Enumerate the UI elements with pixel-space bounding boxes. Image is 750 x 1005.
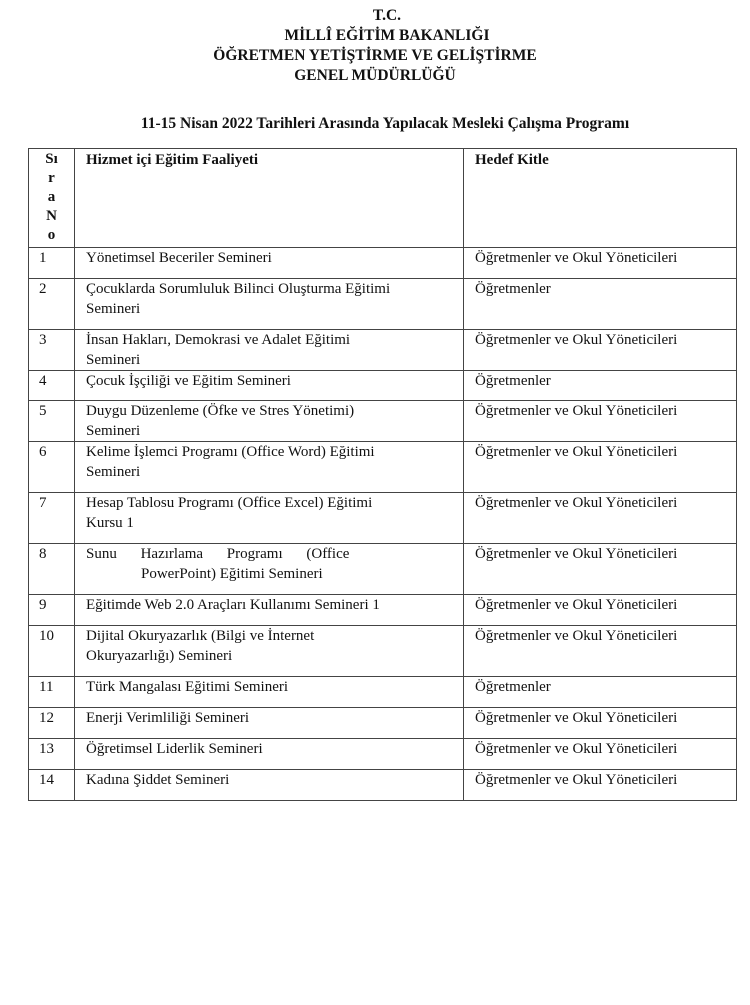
- row-number: 8: [29, 544, 75, 595]
- row-number: 3: [29, 330, 75, 371]
- row-number: 12: [29, 708, 75, 739]
- activity-line: Türk Mangalası Eğitimi Semineri: [86, 679, 289, 695]
- row-number: 13: [29, 739, 75, 770]
- row-number: 10: [29, 626, 75, 677]
- table-row: [29, 248, 737, 279]
- row-number: 7: [29, 493, 75, 544]
- table-row: [29, 330, 737, 371]
- activity-line: Sunu Hazırlama Programı (Office: [86, 546, 350, 562]
- sira-letter: N: [46, 208, 57, 224]
- row-number: 1: [29, 248, 75, 279]
- row-activity: [75, 626, 464, 677]
- row-activity: [75, 442, 464, 493]
- row-number: 11: [29, 677, 75, 708]
- document-title: 11-15 Nisan 2022 Tarihleri Arasında Yapılacak Mesleki Çalışma Programı: [140, 115, 630, 132]
- header-country: T.C.: [372, 7, 402, 24]
- row-activity: [75, 330, 464, 371]
- table-row: [29, 626, 737, 677]
- column-header-activity: Hizmet içi Eğitim Faaliyeti: [75, 149, 464, 248]
- row-audience: Öğretmenler ve Okul Yöneticileri: [464, 544, 737, 595]
- sira-letter: o: [47, 227, 56, 243]
- row-activity: [75, 544, 464, 595]
- row-number: 4: [29, 371, 75, 401]
- activity-line: Hesap Tablosu Programı (Office Excel) Eğitimi: [86, 495, 373, 511]
- row-audience: Öğretmenler ve Okul Yöneticileri: [464, 493, 737, 544]
- row-audience: Öğretmenler ve Okul Yöneticileri: [464, 770, 737, 801]
- table-row: [29, 739, 737, 770]
- row-activity: [75, 279, 464, 330]
- row-audience: Öğretmenler ve Okul Yöneticileri: [464, 330, 737, 371]
- activity-line: Çocuklarda Sorumluluk Bilinci Oluşturma Eğitimi: [86, 281, 391, 297]
- row-audience: Öğretmenler: [464, 371, 737, 401]
- activity-line: Semineri: [86, 352, 141, 368]
- row-audience: Öğretmenler ve Okul Yöneticileri: [464, 595, 737, 626]
- row-activity: [75, 739, 464, 770]
- table-row: [29, 493, 737, 544]
- activity-line: Eğitimde Web 2.0 Araçları Kullanımı Semineri 1: [86, 597, 380, 613]
- activity-line: Kadına Şiddet Semineri: [86, 772, 230, 788]
- table-row: [29, 708, 737, 739]
- row-activity: [75, 677, 464, 708]
- activity-line: Çocuk İşçiliği ve Eğitim Semineri: [86, 373, 291, 389]
- row-number: 9: [29, 595, 75, 626]
- header-directorate-line2: GENEL MÜDÜRLÜĞÜ: [294, 67, 456, 84]
- table-header-row: [29, 149, 737, 248]
- document-header: [0, 6, 750, 86]
- row-audience: Öğretmenler ve Okul Yöneticileri: [464, 708, 737, 739]
- activity-line: Kursu 1: [86, 515, 134, 531]
- sira-letter: Sı: [45, 151, 58, 167]
- activity-line: Semineri: [86, 423, 141, 439]
- table-row: [29, 371, 737, 401]
- row-audience: Öğretmenler ve Okul Yöneticileri: [464, 626, 737, 677]
- activity-line: Semineri: [86, 301, 141, 317]
- table-row: [29, 770, 737, 801]
- row-activity: [75, 401, 464, 442]
- activity-line: Öğretimsel Liderlik Semineri: [86, 741, 263, 757]
- activity-line: PowerPoint) Eğitimi Semineri: [141, 566, 323, 582]
- row-activity: [75, 371, 464, 401]
- table-row: [29, 401, 737, 442]
- program-table: [28, 148, 737, 801]
- activity-line: Okuryazarlığı) Semineri: [86, 648, 233, 664]
- activity-line: Kelime İşlemci Programı (Office Word) Eğitimi: [86, 444, 375, 460]
- sira-letter: r: [48, 170, 55, 186]
- row-activity: [75, 708, 464, 739]
- row-activity: [75, 770, 464, 801]
- row-number: 14: [29, 770, 75, 801]
- activity-line: İnsan Hakları, Demokrasi ve Adalet Eğitimi: [86, 332, 351, 348]
- row-activity: [75, 595, 464, 626]
- row-audience: Öğretmenler ve Okul Yöneticileri: [464, 442, 737, 493]
- activity-line: Enerji Verimliliği Semineri: [86, 710, 250, 726]
- column-header-audience: Hedef Kitle: [464, 149, 737, 248]
- row-number: 2: [29, 279, 75, 330]
- activity-line: Yönetimsel Beceriler Semineri: [86, 250, 272, 266]
- table-row: [29, 544, 737, 595]
- table-row: [29, 595, 737, 626]
- table-row: [29, 279, 737, 330]
- row-audience: Öğretmenler ve Okul Yöneticileri: [464, 401, 737, 442]
- activity-line: Semineri: [86, 464, 141, 480]
- activity-line: Duygu Düzenleme (Öfke ve Stres Yönetimi): [86, 403, 355, 419]
- row-number: 6: [29, 442, 75, 493]
- table-row: [29, 442, 737, 493]
- row-activity: [75, 248, 464, 279]
- column-header-sira-no: [29, 149, 75, 248]
- header-directorate-line1: ÖĞRETMEN YETİŞTİRME VE GELİŞTİRME: [213, 47, 537, 64]
- table-row: [29, 677, 737, 708]
- row-audience: Öğretmenler: [464, 677, 737, 708]
- row-audience: Öğretmenler ve Okul Yöneticileri: [464, 739, 737, 770]
- activity-line: Dijital Okuryazarlık (Bilgi ve İnternet: [86, 628, 315, 644]
- row-audience: Öğretmenler: [464, 279, 737, 330]
- sira-letter: a: [47, 189, 56, 205]
- row-audience: Öğretmenler ve Okul Yöneticileri: [464, 248, 737, 279]
- row-activity: [75, 493, 464, 544]
- row-number: 5: [29, 401, 75, 442]
- header-ministry: MİLLÎ EĞİTİM BAKANLIĞI: [284, 27, 490, 44]
